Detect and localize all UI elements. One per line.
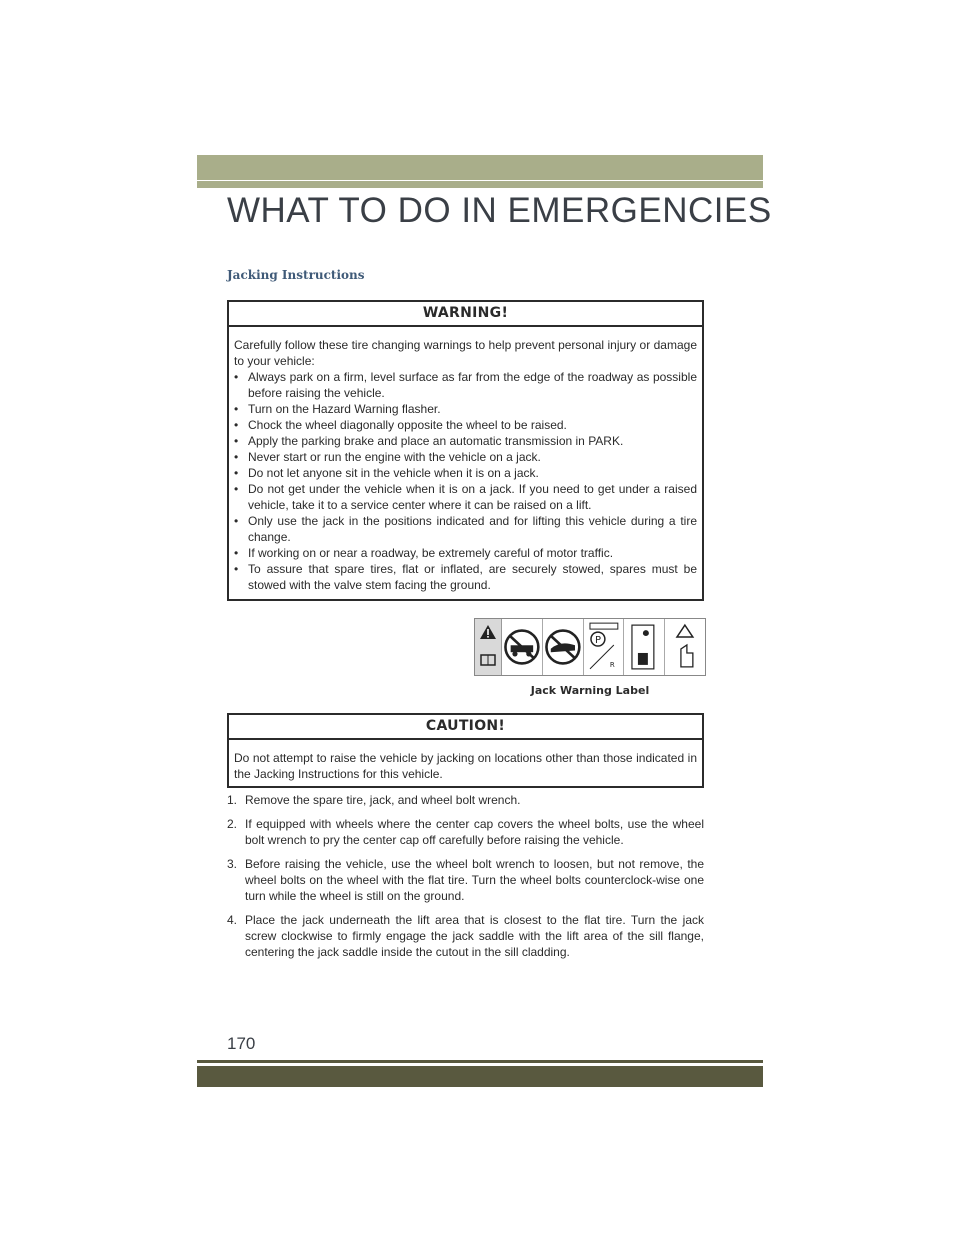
figure-caption: Jack Warning Label	[530, 684, 650, 697]
label-hand-button-icon	[665, 619, 705, 675]
warning-item: • Do not get under the vehicle when it is on a jack. If you need to get under a raised vehicle, take it to a service center where it can be raised on a lift.	[234, 481, 697, 513]
step-text: If equipped with wheels where the center cap covers the wheel bolts, use the wheel bolt wrench to pry the center cap off carefully before raising the vehicle.	[245, 817, 704, 847]
steps-list	[227, 792, 704, 968]
warning-intro: Carefully follow these tire changing warnings to help prevent personal injury or damage to your vehicle:	[234, 338, 697, 368]
caution-heading: CAUTION!	[229, 715, 702, 740]
step-text: Remove the spare tire, jack, and wheel bolt wrench.	[245, 793, 521, 807]
label-hazard-flasher-icon	[624, 619, 665, 675]
header-rule	[197, 181, 763, 188]
warning-item: • To assure that spare tires, flat or inflated, are securely stowed, spares must be stowed with the valve stem facing the ground.	[234, 561, 697, 593]
section-title: WHAT TO DO IN EMERGENCIES	[227, 191, 772, 230]
step-number: 2.	[227, 817, 238, 831]
subheading-jacking-instructions: Jacking Instructions	[227, 268, 365, 282]
footer-band	[197, 1066, 763, 1087]
warning-body	[229, 327, 702, 599]
label-no-crawl-under-icon	[502, 619, 543, 675]
svg-text:P: P	[594, 635, 601, 647]
caution-body	[229, 740, 702, 788]
step-text: Before raising the vehicle, use the wheel bolt wrench to loosen, but not remove, the wheel bolts on the wheel with the flat tire. Turn the wheel bolts counterclock-wise one turn while the wheel is still on the ground.	[245, 857, 704, 903]
warning-triangle-icon	[475, 619, 501, 675]
warning-item: • If working on or near a roadway, be extremely careful of motor traffic.	[234, 545, 697, 561]
caution-text: Do not attempt to raise the vehicle by jacking on locations other than those indicated in the Jacking Instructions for this vehicle.	[234, 751, 697, 781]
warning-item: • Always park on a firm, level surface as far from the edge of the roadway as possible before raising the vehicle.	[234, 369, 697, 401]
warning-item: • Only use the jack in the positions indicated and for lifting this vehicle during a tire change.	[234, 513, 697, 545]
footer-rule	[197, 1060, 763, 1063]
svg-text:R: R	[609, 660, 615, 669]
warning-item: • Do not let anyone sit in the vehicle when it is on a jack.	[234, 465, 697, 481]
step-item	[227, 792, 704, 808]
warning-item: • Turn on the Hazard Warning flasher.	[234, 401, 697, 417]
jack-warning-label-image	[474, 618, 706, 676]
step-item	[227, 912, 704, 960]
warning-heading: WARNING!	[229, 302, 702, 327]
header-band	[197, 155, 763, 180]
step-text: Place the jack underneath the lift area that is closest to the flat tire. Turn the jack screw clockwise to firmly engage the jack saddle with the lift area of the sill flange, centering the jack saddle inside the cutout in the sill cladding.	[245, 913, 704, 959]
warning-item: • Never start or run the engine with the vehicle on a jack.	[234, 449, 697, 465]
step-number: 1.	[227, 793, 238, 807]
step-number: 4.	[227, 913, 238, 927]
label-warning-panel	[475, 619, 502, 675]
warning-item: • Chock the wheel diagonally opposite the wheel to be raised.	[234, 417, 697, 433]
step-item	[227, 856, 704, 904]
warning-box	[227, 300, 704, 601]
step-item	[227, 816, 704, 848]
warning-item: • Apply the parking brake and place an automatic transmission in PARK.	[234, 433, 697, 449]
label-no-person-under-icon	[543, 619, 584, 675]
step-number: 3.	[227, 857, 238, 871]
warning-list	[234, 369, 697, 593]
caution-box	[227, 713, 704, 788]
page-number: 170	[227, 1034, 256, 1053]
label-park-brake-icon	[584, 619, 625, 675]
